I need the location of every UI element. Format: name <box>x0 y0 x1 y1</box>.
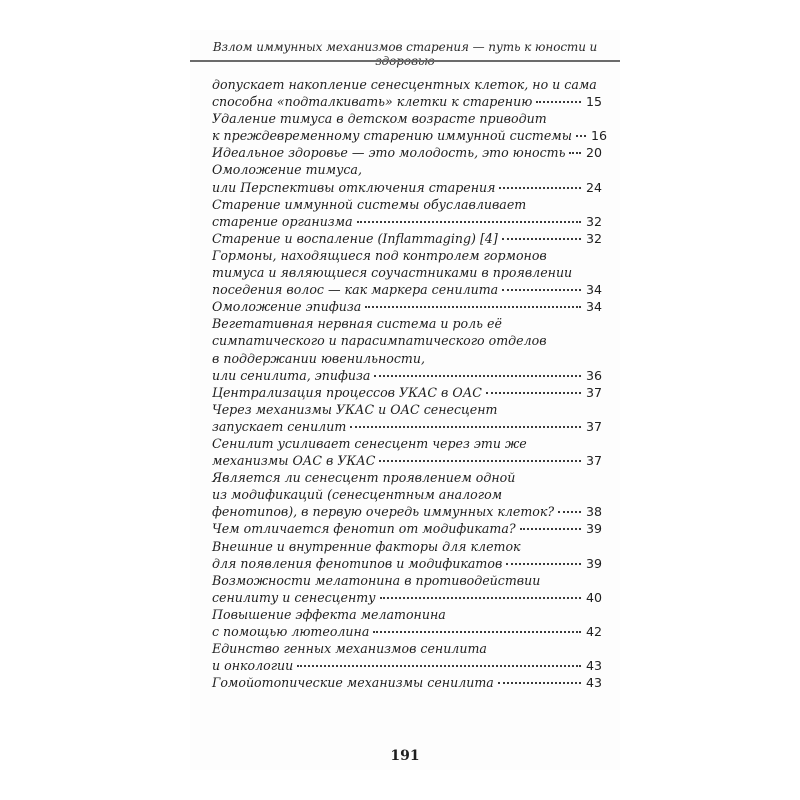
toc-entry-line <box>212 281 602 298</box>
dot-leader <box>520 527 581 530</box>
toc-entry-line <box>212 657 602 674</box>
dot-leader <box>506 562 581 565</box>
toc-entry-line <box>212 503 602 520</box>
toc-page-number: 38 <box>585 504 602 520</box>
toc-entry-line <box>212 674 602 691</box>
toc-entry-line <box>212 469 602 486</box>
toc-entry-line <box>212 606 602 623</box>
toc-page-number: 39 <box>585 521 602 537</box>
toc-page-number: 37 <box>585 418 602 434</box>
toc-page-number: 34 <box>585 282 602 298</box>
toc-entry-line <box>212 555 602 572</box>
dot-leader <box>486 391 581 394</box>
toc-entry-text: Через механизмы УКАС и ОАС сенесцент <box>212 401 498 417</box>
toc-entry-line <box>212 76 602 93</box>
toc-entry-text: или сенилита, эпифиза <box>212 367 371 383</box>
running-header: Взлом иммунных механизмов старения — путь к юности и <box>212 40 598 54</box>
dot-leader <box>569 151 581 154</box>
toc-entry <box>212 161 602 195</box>
toc-entry <box>212 401 602 435</box>
toc-entry-text: в поддержании ювенильности, <box>212 350 425 366</box>
dot-leader <box>357 220 581 223</box>
toc-page-number: 37 <box>585 384 602 400</box>
toc-entry-line <box>212 486 602 503</box>
toc-entry <box>212 298 602 315</box>
toc-entry-text: с помощью лютеолина <box>212 624 370 639</box>
toc-entry-line <box>212 247 602 264</box>
toc-entry <box>212 76 602 110</box>
toc-entry <box>212 435 602 469</box>
dot-leader <box>558 510 581 513</box>
dot-leader <box>499 186 581 189</box>
toc-entry <box>212 144 602 161</box>
toc-entry-text: Гомойотопические механизмы сенилита <box>212 675 494 691</box>
toc-entry-text: Чем отличается фенотип от модификата? <box>212 521 516 537</box>
toc-entry-text: Вегетативная нервная система и роль её <box>212 316 502 332</box>
toc-page-number: 34 <box>585 299 602 315</box>
dot-leader <box>536 100 581 103</box>
toc-entry-line <box>212 264 602 281</box>
toc-entry-line <box>212 384 602 401</box>
toc-entry-text: Омоложение эпифиза <box>212 299 362 315</box>
toc-entry-text: Внешние и внутренние факторы для клеток <box>212 538 521 554</box>
toc-entry-text: для появления фенотипов и модификатов <box>212 555 503 571</box>
toc-entry-text: к преждевременному старению иммунной системы <box>212 128 572 144</box>
toc-page-number: 20 <box>585 145 602 161</box>
toc-entry <box>212 247 602 298</box>
toc-entry-line <box>212 572 602 589</box>
header-rule <box>190 60 620 62</box>
toc-entry-line <box>212 452 602 469</box>
toc-entry-text: Гормоны, находящиеся под контролем гормонов <box>212 247 547 263</box>
toc-entry <box>212 572 602 606</box>
dot-leader <box>374 374 581 377</box>
toc-entry-text: Повышение эффекта мелатонина <box>212 606 446 622</box>
toc-entry-text: поседения волос — как маркера сенилита <box>212 282 499 298</box>
toc-entry-line <box>212 332 602 349</box>
dot-leader <box>373 630 581 633</box>
toc-entry-line <box>212 93 602 110</box>
toc-entry-text: Омоложение тимуса, <box>212 162 362 178</box>
dot-leader <box>576 134 586 137</box>
toc-page-number: 16 <box>590 128 607 144</box>
toc-entry-line <box>212 435 602 452</box>
toc-entry-line <box>212 520 602 537</box>
toc-entry <box>212 230 602 247</box>
toc-entry-text: из модификаций (сенесцентным аналогом <box>212 487 503 503</box>
toc-entry-line <box>212 179 602 196</box>
toc-entry <box>212 384 602 401</box>
toc-entry-text: Единство генных механизмов сенилита <box>212 641 487 657</box>
toc-entry-line <box>212 538 602 555</box>
toc-entry <box>212 110 607 144</box>
toc-entry-line <box>212 623 602 640</box>
toc-entry-line <box>212 298 602 315</box>
toc-entry-line <box>212 315 602 332</box>
toc-page-number: 37 <box>585 453 602 469</box>
toc-entry <box>212 640 602 674</box>
toc-entry <box>212 469 602 520</box>
dot-leader <box>498 681 581 684</box>
toc-entry-line <box>212 589 602 606</box>
toc-entry-line <box>212 110 602 127</box>
toc-entry-line <box>212 367 602 384</box>
toc-page-number: 43 <box>585 675 602 691</box>
toc-entry <box>212 674 602 691</box>
toc-entry-text: Является ли сенесцент проявлением одной <box>212 470 516 486</box>
toc-entry <box>212 315 602 383</box>
toc-page-number: 24 <box>585 179 602 195</box>
toc-page-number: 32 <box>585 213 602 229</box>
toc-entry <box>212 520 602 537</box>
toc-entry-text: Сенилит усиливает сенесцент через эти же <box>212 435 527 451</box>
dot-leader <box>502 288 581 291</box>
dot-leader <box>365 305 581 308</box>
dot-leader <box>502 237 581 240</box>
toc-entry-line <box>212 350 602 367</box>
toc-page-number: 40 <box>585 589 602 605</box>
toc-entry-line <box>212 401 602 418</box>
toc-entry-text: способна «подталкивать» клетки к старению <box>212 94 533 110</box>
toc-entry-text: механизмы ОАС в УКАС <box>212 453 376 469</box>
toc-entry-line <box>212 213 602 230</box>
toc-entry-line <box>212 144 602 161</box>
dot-leader <box>380 596 582 599</box>
toc-entry-text: Идеальное здоровье — это молодость, это юность <box>212 145 566 161</box>
toc-entry-line <box>212 640 602 657</box>
toc-page-number: 36 <box>585 367 602 383</box>
table-of-contents <box>212 76 607 691</box>
toc-entry-line <box>212 161 602 178</box>
toc-entry-text: тимуса и являющиеся соучастниками в проявлении <box>212 265 573 281</box>
toc-entry-text: запускает сенилит <box>212 418 347 434</box>
toc-entry-line <box>212 127 607 144</box>
toc-entry-text: Старение иммунной системы обуславливает <box>212 196 527 212</box>
toc-page-number: 39 <box>585 555 602 571</box>
toc-entry-text: симпатического и парасимпатического отделов <box>212 333 547 349</box>
toc-page-number: 43 <box>585 658 602 674</box>
toc-entry <box>212 538 602 572</box>
toc-entry-text: Возможности мелатонина в противодействии <box>212 572 541 588</box>
toc-entry-line <box>212 196 602 213</box>
toc-entry-text: сенилиту и сенесценту <box>212 589 376 605</box>
page-number: 191 <box>390 748 420 764</box>
toc-entry <box>212 196 602 230</box>
toc-page-number: 15 <box>585 94 602 110</box>
toc-entry-line <box>212 230 602 247</box>
toc-entry-text: или Перспективы отключения старения <box>212 179 496 195</box>
toc-entry-text: Старение и воспаление (Inflammaging) [4] <box>212 230 498 246</box>
dot-leader <box>297 664 581 667</box>
toc-page-number: 42 <box>585 624 602 639</box>
dot-leader <box>379 459 581 462</box>
toc-page-number: 32 <box>585 230 602 246</box>
toc-entry-text: Централизация процессов УКАС в ОАС <box>212 384 482 400</box>
toc-entry <box>212 606 602 640</box>
book-page <box>190 30 620 770</box>
toc-entry-text: и онкологии <box>212 658 294 674</box>
toc-entry-text: фенотипов), в первую очередь иммунных клеток? <box>212 504 555 520</box>
dot-leader <box>350 425 581 428</box>
toc-entry-text: Удаление тимуса в детском возрасте приводит <box>212 111 547 127</box>
toc-entry-text: старение организма <box>212 213 353 229</box>
toc-entry-line <box>212 418 602 435</box>
toc-entry-text: допускает накопление сенесцентных клеток, но и сама <box>212 77 597 92</box>
